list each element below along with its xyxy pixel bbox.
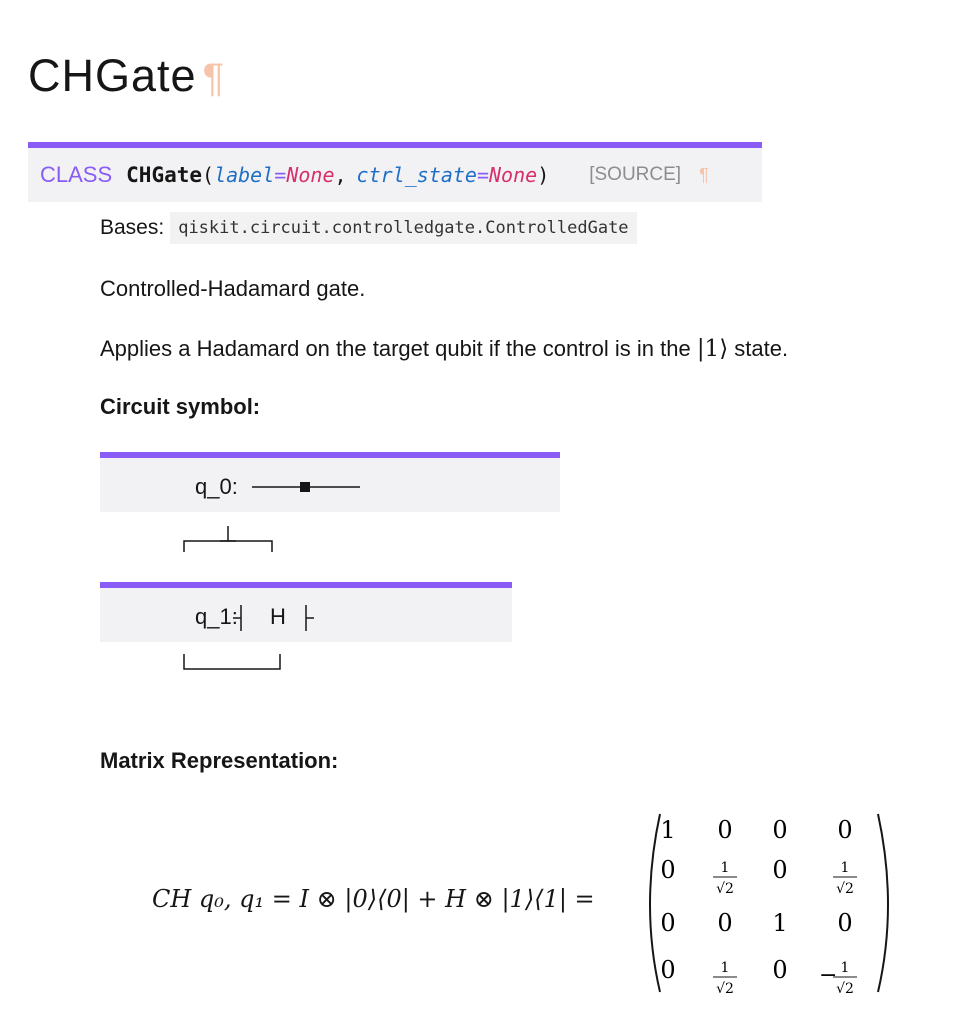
class-keyword: CLASS — [40, 162, 113, 187]
svg-text:0: 0 — [660, 856, 676, 884]
signature-permalink-icon[interactable]: ¶ — [699, 164, 709, 185]
q0-wire — [100, 458, 560, 512]
detail-text-before: Applies a Hadamard on the target qubit if the control is in the — [100, 336, 691, 361]
open-paren: ( — [202, 163, 215, 187]
detail-text-after: state. — [734, 336, 789, 361]
equation-lhs: CH q₀, q₁ = I ⊗ |0⟩⟨0| + H ⊗ |1⟩⟨1| = — [152, 885, 595, 913]
gate-box-bottom-drawing — [170, 650, 290, 680]
svg-text:0: 0 — [837, 816, 853, 844]
svg-text:0: 0 — [660, 956, 676, 984]
control-dot — [300, 482, 310, 492]
bases-label: Bases: — [100, 216, 165, 239]
matrix-equation — [150, 806, 910, 1006]
left-paren — [650, 814, 660, 992]
svg-text:1: 1 — [840, 860, 850, 876]
matrix-equation-svg — [150, 806, 910, 1006]
matrix-cell — [717, 816, 732, 844]
matrix-cell — [837, 909, 852, 937]
param-ctrl-state-name: ctrl_state — [356, 163, 477, 187]
matrix-cell — [772, 956, 787, 984]
svg-text:−: − — [819, 963, 838, 988]
matrix-cell — [660, 816, 675, 844]
page-title-text: CHGate — [28, 50, 197, 101]
svg-text:0: 0 — [837, 909, 853, 937]
svg-text:1: 1 — [840, 960, 850, 976]
class-signature — [28, 142, 762, 202]
source-link[interactable]: [SOURCE] — [589, 164, 682, 185]
param-ctrl-state-default: None — [489, 163, 538, 187]
q1-label: q_1: — [195, 604, 238, 629]
matrix-cell — [660, 856, 675, 884]
param-ctrl-state-equals: = — [476, 163, 490, 187]
matrix-heading: Matrix Representation: — [100, 748, 339, 773]
h-gate-sides — [100, 588, 512, 642]
circuit-heading: Circuit symbol: — [100, 394, 261, 419]
ket-one: |1⟩ — [696, 336, 729, 362]
svg-text:0: 0 — [717, 909, 733, 937]
summary-text: Controlled-Hadamard gate. — [100, 276, 366, 301]
svg-text:0: 0 — [772, 816, 788, 844]
gate-box-top-drawing — [170, 520, 290, 560]
svg-text:√2: √2 — [716, 881, 734, 897]
svg-text:1: 1 — [772, 909, 788, 937]
matrix-cell — [819, 960, 857, 997]
matrix-cell — [772, 816, 787, 844]
matrix-cell — [717, 909, 732, 937]
matrix-cell — [772, 856, 787, 884]
svg-text:0: 0 — [660, 909, 676, 937]
svg-text:0: 0 — [717, 816, 733, 844]
svg-text:0: 0 — [772, 956, 788, 984]
q0-label: q_0: — [195, 474, 238, 499]
svg-text:√2: √2 — [836, 881, 854, 897]
h-gate-label: H — [270, 604, 286, 629]
matrix-cell — [713, 960, 737, 997]
class-name: CHGate — [126, 163, 203, 187]
param-label-name: label — [214, 163, 275, 187]
matrix-cell — [660, 909, 675, 937]
matrix-cell — [713, 860, 737, 897]
circuit-line-q1 — [100, 582, 512, 642]
svg-text:1: 1 — [720, 860, 730, 876]
right-paren — [878, 814, 888, 992]
matrix-cell — [837, 816, 852, 844]
svg-text:0: 0 — [772, 856, 788, 884]
page-title — [28, 48, 225, 106]
detail-text — [100, 336, 788, 362]
circuit-line-q0 — [100, 452, 560, 512]
svg-text:1: 1 — [660, 816, 676, 844]
param-separator: , — [334, 163, 347, 187]
bases-class-path[interactable]: qiskit.circuit.controlledgate.ControlledGate — [170, 212, 636, 244]
matrix-cell — [772, 909, 787, 937]
matrix-cell — [833, 860, 857, 897]
matrix-cell — [660, 956, 675, 984]
bases-line — [100, 212, 637, 244]
svg-text:1: 1 — [720, 960, 730, 976]
param-label-default: None — [286, 163, 335, 187]
svg-text:√2: √2 — [716, 981, 734, 997]
permalink-icon[interactable]: ¶ — [202, 56, 226, 100]
svg-text:√2: √2 — [836, 981, 854, 997]
param-label-equals: = — [274, 163, 287, 187]
close-paren: ) — [537, 163, 550, 187]
